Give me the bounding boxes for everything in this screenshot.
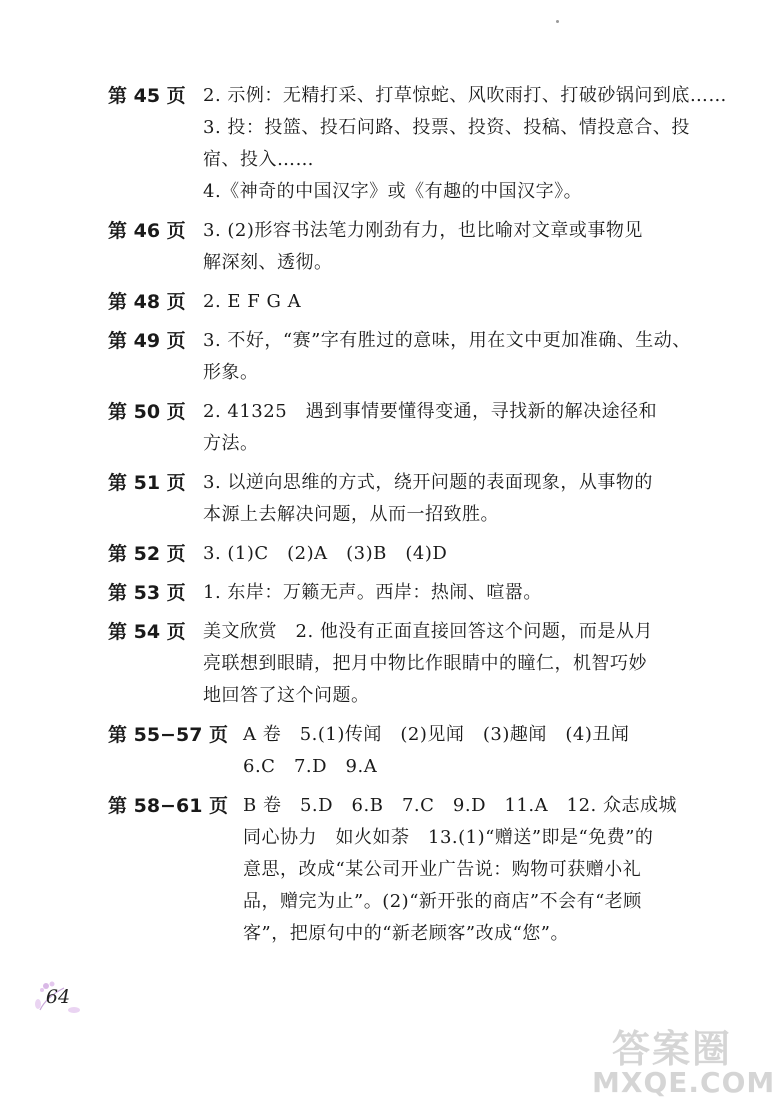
entry-label: 第 52 页 (108, 543, 186, 565)
entry-body (203, 215, 718, 279)
entry-line: 本源上去解决问题，从而一招致胜。 (203, 504, 499, 525)
entry-p52 (108, 538, 718, 570)
entry-body (203, 467, 718, 531)
entry-label: 第 48 页 (108, 291, 186, 313)
entry-body (203, 80, 727, 208)
entry-line: 4.《神奇的中国汉字》或《有趣的中国汉字》。 (203, 181, 583, 202)
entry-label: 第 54 页 (108, 621, 186, 643)
entry-line: 解深刻、透彻。 (203, 252, 333, 273)
entry-p55-57 (108, 719, 718, 783)
entry-p58-61 (108, 790, 718, 950)
entry-p51 (108, 467, 718, 531)
entry-label: 第 58−61 页 (108, 795, 229, 817)
entry-body (243, 719, 718, 783)
entry-line: 3. 投：投篮、投石问路、投票、投资、投稿、情投意合、投 (203, 117, 690, 138)
entry-p49 (108, 325, 718, 389)
decorative-dot (556, 20, 559, 23)
entry-label: 第 51 页 (108, 472, 186, 494)
entry-line: 形象。 (203, 362, 259, 383)
entry-p54 (108, 616, 718, 712)
entry-line: B 卷 5.D 6.B 7.C 9.D 11.A 12. 众志成城 (243, 795, 677, 816)
entry-line: 3. (1)C (2)A (3)B (4)D (203, 543, 448, 564)
answer-entries (108, 80, 727, 957)
entry-body (203, 396, 718, 460)
entry-body (203, 325, 718, 389)
entry-p50 (108, 396, 718, 460)
entry-line: 地回答了这个问题。 (203, 685, 370, 706)
page-number-text: 64 (45, 986, 71, 1008)
entry-line: 客”，把原句中的“新老顾客”改成“您”。 (243, 923, 570, 944)
entry-line: 意思，改成“某公司开业广告说：购物可获赠小礼 (243, 859, 642, 880)
entry-p53 (108, 577, 718, 609)
entry-line: 3. 不好，“赛”字有胜过的意味，用在文中更加准确、生动、 (203, 330, 691, 351)
entry-line: 品，赠完为止”。(2)“新开张的商店”不会有“老顾 (243, 891, 642, 912)
entry-label: 第 50 页 (108, 401, 186, 423)
entry-p45 (108, 80, 727, 208)
entry-p46 (108, 215, 718, 279)
entry-line: 2. E F G A (203, 291, 302, 312)
entry-line: 方法。 (203, 433, 259, 454)
entry-line: 3. (2)形容书法笔力刚劲有力，也比喻对文章或事物见 (203, 220, 643, 241)
watermark-logo (572, 1018, 775, 1109)
entry-line: 美文欣赏 2. 他没有正面直接回答这个问题，而是从月 (203, 621, 653, 642)
entry-line: 3. 以逆向思维的方式，绕开问题的表面现象，从事物的 (203, 472, 653, 493)
entry-body (243, 790, 718, 950)
entry-label: 第 55−57 页 (108, 724, 229, 746)
entry-label: 第 49 页 (108, 330, 186, 352)
entry-line: 同心协力 如火如荼 13.(1)“赠送”即是“免费”的 (243, 827, 654, 848)
entry-line: A 卷 5.(1)传闻 (2)见闻 (3)趣闻 (4)丑闻 (243, 724, 630, 745)
entry-line: 亮联想到眼睛，把月中物比作眼睛中的瞳仁，机智巧妙 (203, 653, 647, 674)
entry-label: 第 45 页 (108, 85, 186, 107)
entry-line: 2. 示例：无精打采、打草惊蛇、风吹雨打、打破砂锅问到底…… (203, 85, 727, 106)
entry-label: 第 53 页 (108, 582, 186, 604)
entry-line: 2. 41325 遇到事情要懂得变通，寻找新的解决途径和 (203, 401, 658, 422)
entry-body (203, 616, 718, 712)
entry-body (203, 577, 718, 609)
watermark-top-text: 答案圈 (612, 1027, 733, 1071)
entry-body (203, 286, 718, 318)
page-number (34, 980, 86, 1016)
entry-p48 (108, 286, 718, 318)
entry-line: 宿、投入…… (203, 149, 314, 170)
entry-label: 第 46 页 (108, 220, 186, 242)
entry-line: 1. 东岸：万籁无声。西岸：热闹、喧嚣。 (203, 582, 542, 603)
watermark-bottom-text: MXQE.COM (592, 1066, 775, 1099)
entry-body (203, 538, 718, 570)
entry-line: 6.C 7.D 9.A (243, 756, 378, 777)
